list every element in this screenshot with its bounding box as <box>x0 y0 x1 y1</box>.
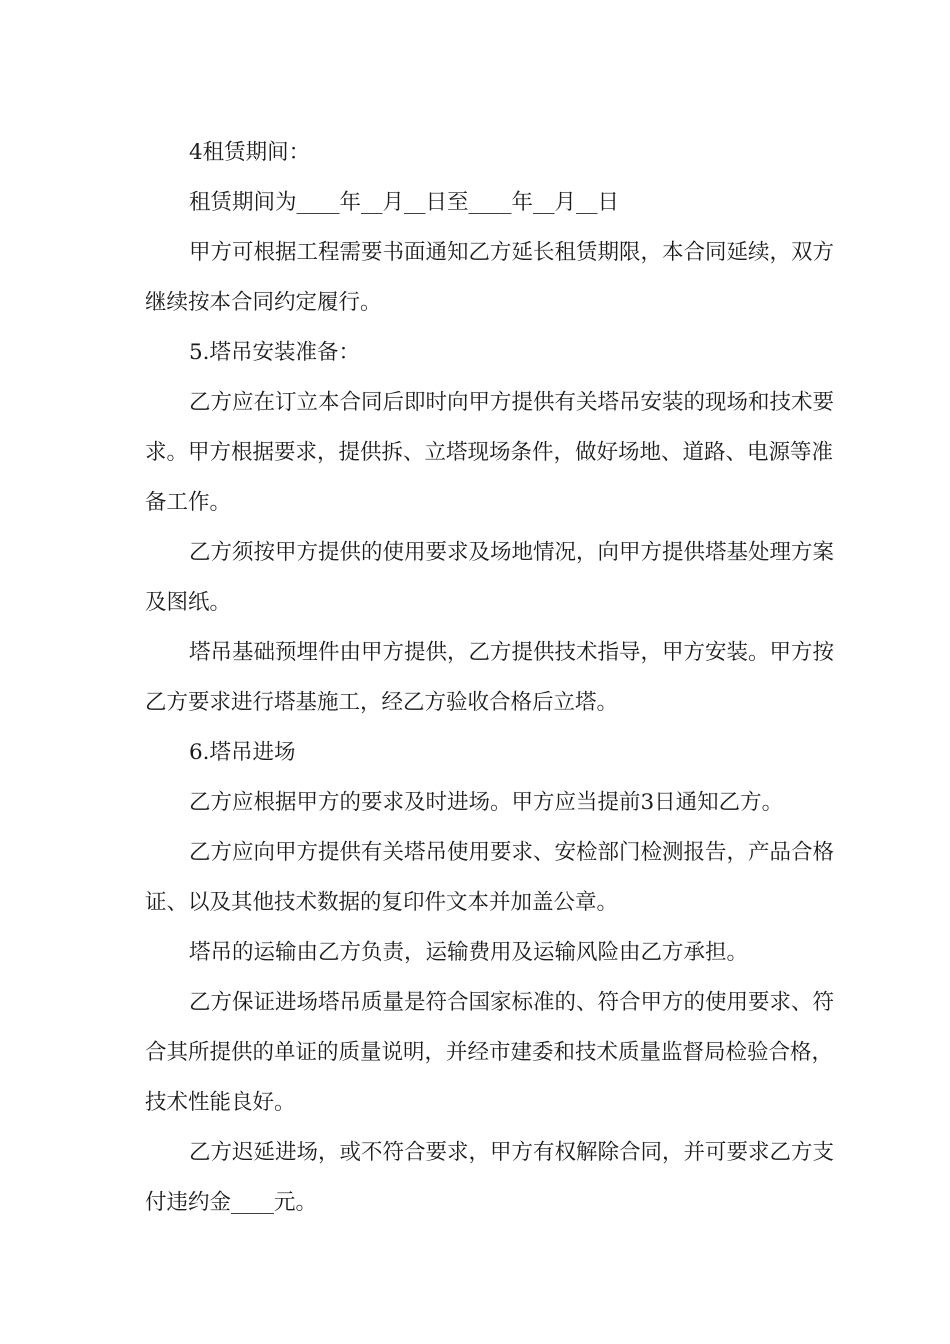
paragraph-transport: 塔吊的运输由乙方负责，运输费用及运输风险由乙方承担。 <box>189 940 749 965</box>
paragraph-lease-dates: 租赁期间为____年__月__日至____年__月__日 <box>189 190 620 215</box>
paragraph-embedded-parts: 塔吊基础预埋件由甲方提供，乙方提供技术指导，甲方安装。甲方按乙方要求进行塔基施工，经乙方验收合格后立塔。 <box>145 640 835 715</box>
document-body <box>145 128 835 1228</box>
paragraph-foundation-plan: 乙方须按甲方提供的使用要求及场地情况，向甲方提供塔基处理方案及图纸。 <box>145 540 835 615</box>
paragraph-lease-extension: 甲方可根据工程需要书面通知乙方延长租赁期限，本合同延续，双方继续按本合同约定履行。 <box>145 240 835 315</box>
paragraph-installation-requirements: 乙方应在订立本合同后即时向甲方提供有关塔吊安装的现场和技术要求。甲方根据要求，提供拆、立塔现场条件，做好场地、道路、电源等准备工作。 <box>145 390 835 515</box>
heading-crane-entry: 6.塔吊进场 <box>189 740 296 765</box>
paragraph-documents: 乙方应向甲方提供有关塔吊使用要求、安检部门检测报告，产品合格证、以及其他技术数据的复印件文本并加盖公章。 <box>145 840 835 915</box>
paragraph-delay-penalty: 乙方迟延进场，或不符合要求，甲方有权解除合同，并可要求乙方支付违约金____元。 <box>145 1140 835 1215</box>
paragraph-entry-notice: 乙方应根据甲方的要求及时进场。甲方应当提前3日通知乙方。 <box>189 790 784 815</box>
paragraph-quality-guarantee: 乙方保证进场塔吊质量是符合国家标准的、符合甲方的使用要求、符合其所提供的单证的质量说明，并经市建委和技术质量监督局检验合格，技术性能良好。 <box>145 990 835 1115</box>
heading-crane-installation-prep: 5.塔吊安装准备： <box>189 340 361 365</box>
heading-lease-period: 4租赁期间： <box>189 140 311 165</box>
